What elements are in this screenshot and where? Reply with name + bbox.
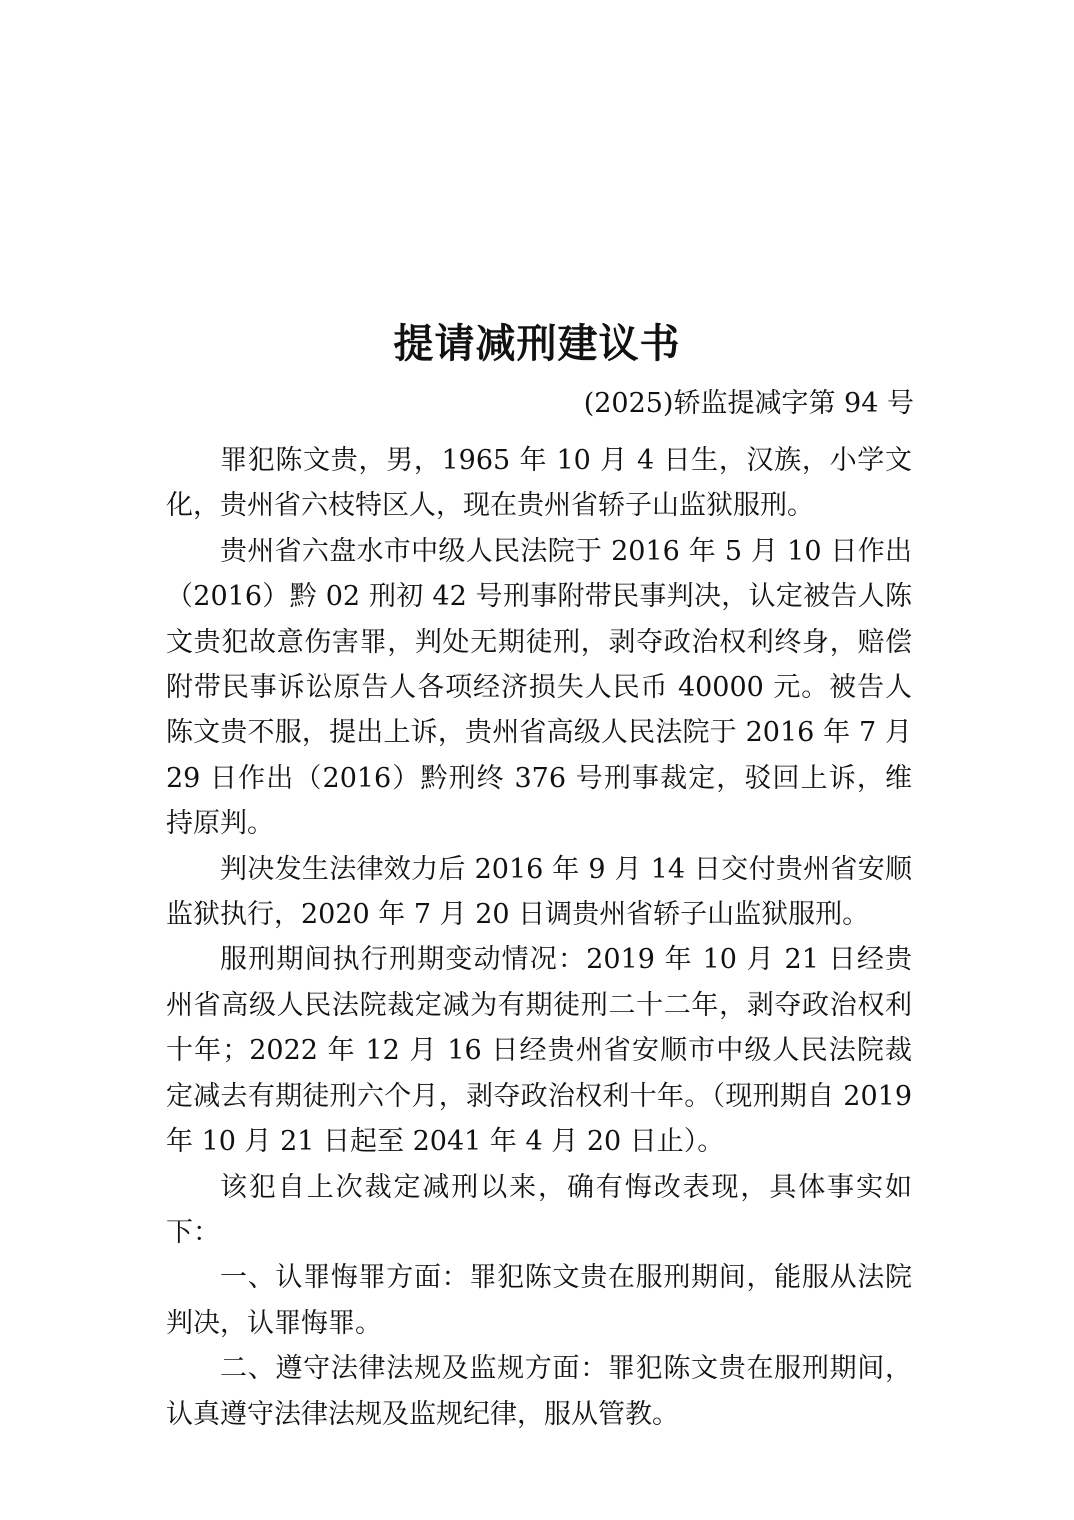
paragraph-offender-info: 罪犯陈文贵，男，1965 年 10 月 4 日生，汉族，小学文化，贵州省六枝特区人，现在贵州省轿子山监狱服刑。 <box>166 445 912 522</box>
paragraph-sentence-changes: 服刑期间执行刑期变动情况：2019 年 10 月 21 日经贵州省高级人民法院裁定减为有期徒刑二十二年，剥夺政治权利十年；2022 年 12 月 16 日经贵州省安顺市中级人民法院裁定减去有期徒刑六个月，剥夺政治权利十年。（现刑期自 2019 年 10 月 21 日起至 2041 年 4 月 20 日止）。 <box>166 944 912 1158</box>
paragraph-admission-of-guilt: 一、认罪悔罪方面：罪犯陈文贵在服刑期间，能服从法院判决，认罪悔罪。 <box>166 1262 912 1339</box>
document-body <box>166 438 912 1437</box>
paragraph-rule-compliance: 二、遵守法律法规及监规方面：罪犯陈文贵在服刑期间，认真遵守法律法规及监规纪律，服从管教。 <box>166 1353 912 1430</box>
paragraph-execution-transfer: 判决发生法律效力后 2016 年 9 月 14 日交付贵州省安顺监狱执行，2020 年 7 月 20 日调贵州省轿子山监狱服刑。 <box>166 853 912 931</box>
document-title: 提请减刑建议书 <box>393 320 681 367</box>
paragraph-original-judgment: 贵州省六盘水市中级人民法院于 2016 年 5 月 10 日作出（2016）黔 02 刑初 42 号刑事附带民事判决，认定被告人陈文贵犯故意伤害罪，判处无期徒刑，剥夺政治权利终身，赔偿附带民事诉讼原告人各项经济损失人民币 40000 元。被告人陈文贵不服，提出上诉，贵州省高级人民法院于 2016 年 7 月 29 日作出（2016）黔刑终 376 号刑事裁定，驳回上诉，维持原判。 <box>166 535 912 840</box>
document-number: (2025)轿监提减字第 94 号 <box>583 388 914 419</box>
paragraph-repentance-intro: 该犯自上次裁定减刑以来，确有悔改表现，具体事实如下： <box>166 1171 912 1248</box>
